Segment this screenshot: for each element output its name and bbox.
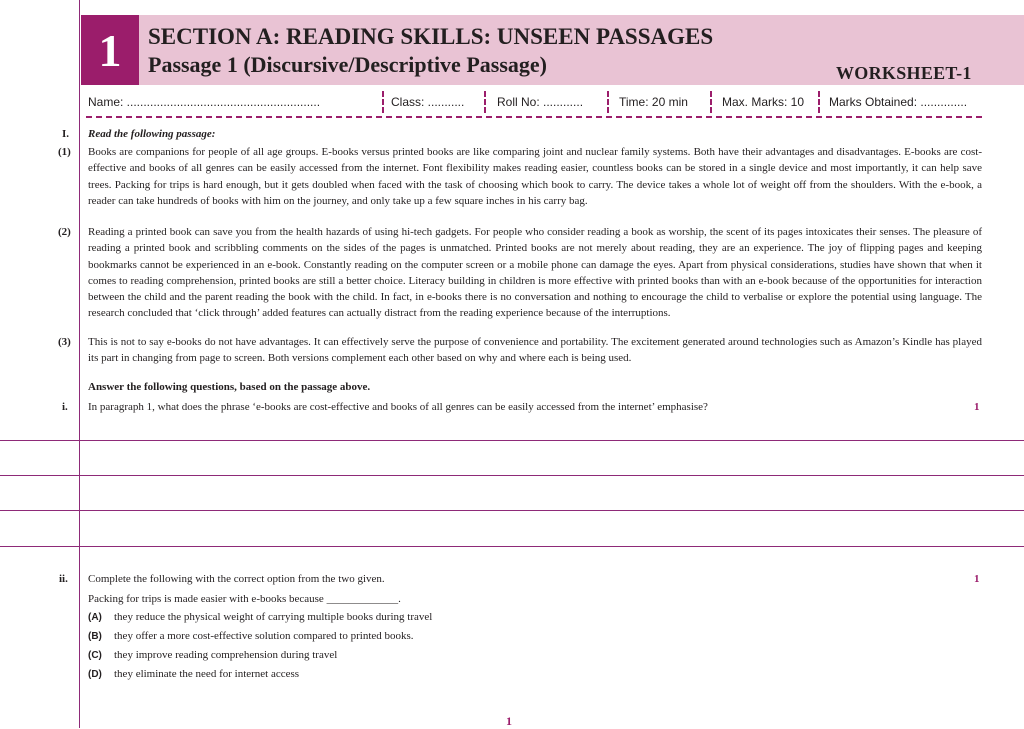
option-label[interactable]: (A) bbox=[88, 612, 102, 623]
option-label[interactable]: (C) bbox=[88, 650, 102, 661]
paragraph-text: Reading a printed book can save you from the health hazards of using hi-tech gadgets. For people who consider reading a book as worship, the scent of its pages intoxicates their senses. The pleasure of reading a printed book and scribbling comments on the sides of the pages is unmatched. Printed books are not merely about reading, they are an experience. The joy of flipping pages and keeping bookmarks cannot be experienced in an e-book. Constantly reading on the computer screen or a mobile phone can damage the eyes. Apart from physical considerations, studies have shown that when it comes to reading comprehension, printed books are still a better choice. Literacy building in children is more effective with printed books than with an e-book because of the opportunities for interaction between the child and the parent reading the book with the child. In fact, in e-books there is no conversation and nothing to encourage the child to verbalise or explore the potential using language. The research concluded that ‘click through’ added features can actually distract from the reading experience because of the interruptions. bbox=[88, 226, 982, 320]
completion-prompt: Packing for trips is made easier with e-books because _____________. bbox=[88, 593, 401, 605]
question-number: ii. bbox=[59, 573, 68, 585]
answer-line[interactable] bbox=[0, 510, 1024, 511]
paragraph-text: Books are companions for people of all age groups. E-books versus printed books are like comparing joint and nuclear family systems. Both have their advantages and disadvantages. E-books are cost-effective and books of all genres can be easily accessed from the internet. Font flexibility makes reading easier, countless books can be stored in a single device and most importantly, it can help save trees. Packing for trips is hard enough, but it gets doubled when faced with the task of choosing which book to carry. The device takes a whole lot of weight off from the shoulders. With the e-book, a reader can take hundreds of books with him on the journey, and only take up a few square inches in his carry bag. bbox=[88, 146, 982, 207]
paragraph-label: (3) bbox=[58, 336, 71, 348]
paragraph-text: This is not to say e-books do not have advantages. It can effectively serve the purpose of convenience and portability. The excitement generated around technologies such as Amazon’s Kindle has played its part in changing from page to screen. Both versions complement each other based on why and where each is being used. bbox=[88, 336, 982, 365]
answer-line[interactable] bbox=[0, 440, 1024, 441]
option-label[interactable]: (D) bbox=[88, 669, 102, 680]
time-label: Time: 20 min bbox=[619, 95, 688, 109]
paragraph-label: (2) bbox=[58, 226, 71, 238]
info-separator bbox=[818, 91, 820, 113]
passage-instruction: Read the following passage: bbox=[88, 128, 216, 140]
option-text[interactable]: they eliminate the need for internet access bbox=[114, 668, 300, 680]
paragraph-2 bbox=[88, 224, 982, 322]
class-field[interactable]: Class: ........... bbox=[391, 95, 465, 109]
paragraph-1 bbox=[88, 144, 982, 209]
passage-subtitle: Passage 1 (Discursive/Descriptive Passage) bbox=[148, 52, 547, 77]
worksheet-label: WORKSHEET-1 bbox=[836, 63, 972, 83]
option-text[interactable]: they offer a more cost-effective solution compared to printed books. bbox=[114, 630, 414, 642]
answer-instruction: Answer the following questions, based on the passage above. bbox=[88, 381, 371, 393]
name-field[interactable]: Name: .......................................................... bbox=[88, 95, 321, 109]
question-number: I. bbox=[62, 128, 70, 140]
page-number: 1 bbox=[506, 714, 512, 728]
info-separator bbox=[382, 91, 384, 113]
info-separator bbox=[607, 91, 609, 113]
info-separator bbox=[710, 91, 712, 113]
marks-obtained-field[interactable]: Marks Obtained: .............. bbox=[829, 95, 968, 109]
max-marks-label: Max. Marks: 10 bbox=[722, 95, 805, 109]
option-text[interactable]: they reduce the physical weight of carrying multiple books during travel bbox=[114, 611, 433, 623]
info-separator bbox=[484, 91, 486, 113]
paragraph-label: (1) bbox=[58, 146, 71, 158]
question-text: In paragraph 1, what does the phrase ‘e-books are cost-effective and books of all genres can be easily accessed from the internet’ emphasise? bbox=[88, 401, 708, 413]
roll-field[interactable]: Roll No: ............ bbox=[497, 95, 584, 109]
question-number: i. bbox=[62, 401, 68, 413]
answer-line[interactable] bbox=[0, 546, 1024, 547]
question-text: Complete the following with the correct option from the two given. bbox=[88, 573, 385, 585]
option-label[interactable]: (B) bbox=[88, 631, 102, 642]
paragraph-3 bbox=[88, 334, 982, 367]
answer-line[interactable] bbox=[0, 475, 1024, 476]
margin-line bbox=[79, 0, 80, 728]
option-text[interactable]: they improve reading comprehension during travel bbox=[114, 649, 338, 661]
marks-value: 1 bbox=[974, 401, 980, 413]
section-title: SECTION A: READING SKILLS: UNSEEN PASSAGES bbox=[148, 24, 714, 49]
info-dashed-divider bbox=[86, 116, 982, 118]
chapter-number-badge: 1 bbox=[81, 15, 139, 85]
marks-value: 1 bbox=[974, 573, 980, 585]
